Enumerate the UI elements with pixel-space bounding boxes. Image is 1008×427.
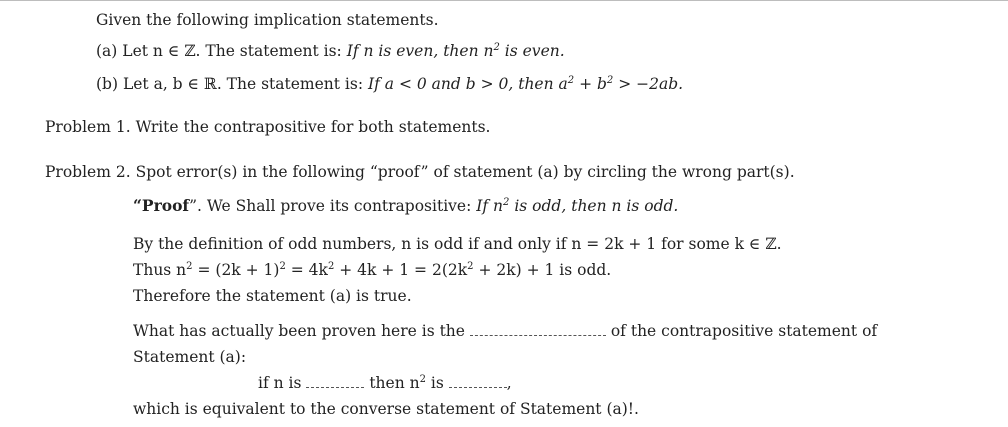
problem-1-text: Write the contrapositive for both statements. <box>135 118 491 136</box>
proof-intro: We Shall prove its contrapositive: <box>206 197 472 215</box>
fill-line-4: which is equivalent to the converse statement of Statement (a)!. <box>133 400 639 418</box>
problem-2-label: Problem 2. <box>45 163 131 181</box>
proof-title: “Proof <box>133 196 190 215</box>
statement-b-claim: If a < 0 and b > 0, then $a^2 + b^2 > -2ab$. <box>368 75 684 93</box>
statement-b <box>96 74 683 94</box>
problem-2 <box>45 162 795 182</box>
statement-a-label: (a) <box>96 42 118 60</box>
blank-proof-type[interactable] <box>470 324 606 336</box>
problem-1 <box>45 117 491 137</box>
blank-n-squared-property[interactable] <box>449 376 507 388</box>
fill-line-1: What has actually been proven here is the of the contrapositive statement of <box>133 322 878 340</box>
statement-a-setup: Let n ∈ ℤ. The statement is: <box>122 42 342 60</box>
statement-b-setup: Let a, b ∈ ℝ. The statement is: <box>122 75 364 93</box>
proof-heading: “Proof”. We Shall prove its contrapositive: If $n^2$ is odd, then n is odd. <box>133 196 679 215</box>
proof-contrapositive: If $n^2$ is odd, then n is odd. <box>476 197 679 215</box>
problem-1-label: Problem 1. <box>45 118 131 136</box>
fill-line-2: Statement (a): <box>133 348 247 366</box>
proof-line-3: Therefore the statement (a) is true. <box>133 287 412 305</box>
proof-line-2: Thus $n^2 = (2k + 1)^2 = 4k^2 + 4k + 1 = 2(2k^2 + 2k) + 1$ is odd. <box>133 261 612 279</box>
statement-a <box>96 41 565 61</box>
top-border <box>0 0 1008 1</box>
blank-n-property[interactable] <box>306 376 364 388</box>
intro-text: Given the following implication statements. <box>96 11 439 29</box>
problem-2-text: Spot error(s) in the following “proof” of statement (a) by circling the wrong part(s). <box>135 163 795 181</box>
proof-line-1: By the definition of odd numbers, n is odd if and only if n = 2k + 1 for some k ∈ ℤ. <box>133 235 782 253</box>
statement-a-claim: If n is even, then $n^2$ is even. <box>346 42 565 60</box>
fill-line-3: if n is then $n^2$ is , <box>258 374 512 392</box>
statement-b-label: (b) <box>96 75 119 93</box>
